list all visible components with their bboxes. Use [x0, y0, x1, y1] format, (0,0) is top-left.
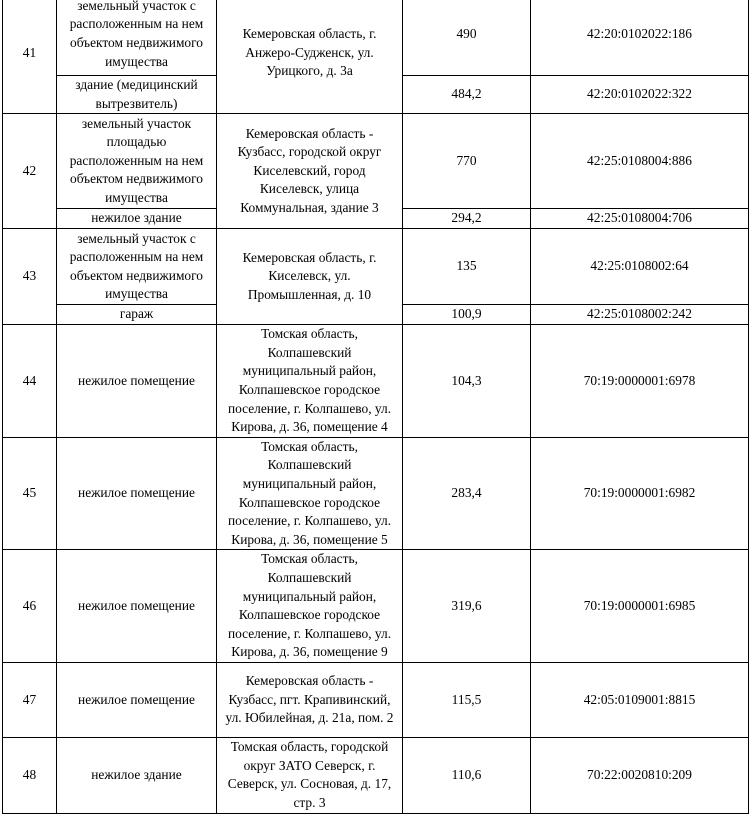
document-page: [2, 0, 748, 814]
table-row: [3, 229, 749, 305]
cadastral-number: 70:19:0000001:6985: [531, 550, 749, 663]
table-row: [3, 325, 749, 438]
row-number: 45: [3, 437, 57, 550]
object-type: нежилое помещение: [57, 325, 217, 438]
cadastral-number: 70:19:0000001:6982: [531, 437, 749, 550]
object-area: 115,5: [403, 662, 531, 737]
cadastral-number: 42:25:0108004:886: [531, 114, 749, 209]
table-row: [3, 737, 749, 813]
object-area: 100,9: [403, 305, 531, 325]
table-row: [3, 437, 749, 550]
object-area: 110,6: [403, 737, 531, 813]
object-address: Томская область, Колпашевский муниципальный район, Колпашевское городское поселение, г. Колпашево, ул. Кирова, д. 36, помещение 4: [217, 325, 403, 438]
cadastral-number: 70:22:0020810:209: [531, 737, 749, 813]
object-type: нежилое помещение: [57, 550, 217, 663]
object-type: земельный участок с расположенным на нем объектом недвижимого имущества: [57, 0, 217, 76]
cadastral-number: 42:20:0102022:322: [531, 76, 749, 114]
object-type: здание (медицинский вытрезвитель): [57, 76, 217, 114]
object-area: 490: [403, 0, 531, 76]
object-area: 319,6: [403, 550, 531, 663]
object-area: 283,4: [403, 437, 531, 550]
row-number: 43: [3, 229, 57, 325]
row-number: 44: [3, 325, 57, 438]
object-type: гараж: [57, 305, 217, 325]
property-table: [2, 0, 749, 814]
object-area: 104,3: [403, 325, 531, 438]
object-address: Кемеровская область - Кузбасс, пгт. Крапивинский, ул. Юбилейная, д. 21а, пом. 2: [217, 662, 403, 737]
object-area: 484,2: [403, 76, 531, 114]
object-address: Томская область, Колпашевский муниципальный район, Колпашевское городское поселение, г. Колпашево, ул. Кирова, д. 36, помещение 9: [217, 550, 403, 663]
object-address: Томская область, городской округ ЗАТО Северск, г. Северск, ул. Сосновая, д. 17, стр. 3: [217, 737, 403, 813]
row-number: 47: [3, 662, 57, 737]
table-row: [3, 550, 749, 663]
row-number: 41: [3, 0, 57, 114]
table-row: [3, 662, 749, 737]
object-type: нежилое помещение: [57, 662, 217, 737]
table-row: [3, 114, 749, 209]
object-type: нежилое помещение: [57, 437, 217, 550]
cadastral-number: 42:25:0108004:706: [531, 209, 749, 229]
object-type: земельный участок площадью расположенным на нем объектом недвижимого имущества: [57, 114, 217, 209]
cadastral-number: 42:20:0102022:186: [531, 0, 749, 76]
object-area: 294,2: [403, 209, 531, 229]
object-area: 770: [403, 114, 531, 209]
object-type: земельный участок с расположенным на нем объектом недвижимого имущества: [57, 229, 217, 305]
cadastral-number: 42:05:0109001:8815: [531, 662, 749, 737]
object-type: нежилое здание: [57, 209, 217, 229]
cadastral-number: 42:25:0108002:242: [531, 305, 749, 325]
object-address: Кемеровская область - Кузбасс, городской округ Киселевский, город Киселевск, улица Коммунальная, здание 3: [217, 114, 403, 229]
object-type: нежилое здание: [57, 737, 217, 813]
object-address: Кемеровская область, г. Анжеро-Судженск, ул. Урицкого, д. 3а: [217, 0, 403, 114]
object-address: Томская область, Колпашевский муниципальный район, Колпашевское городское поселение, г. Колпашево, ул. Кирова, д. 36, помещение 5: [217, 437, 403, 550]
row-number: 46: [3, 550, 57, 663]
cadastral-number: 42:25:0108002:64: [531, 229, 749, 305]
cadastral-number: 70:19:0000001:6978: [531, 325, 749, 438]
object-address: Кемеровская область, г. Киселевск, ул. Промышленная, д. 10: [217, 229, 403, 325]
table-row: [3, 0, 749, 76]
row-number: 42: [3, 114, 57, 229]
row-number: 48: [3, 737, 57, 813]
object-area: 135: [403, 229, 531, 305]
